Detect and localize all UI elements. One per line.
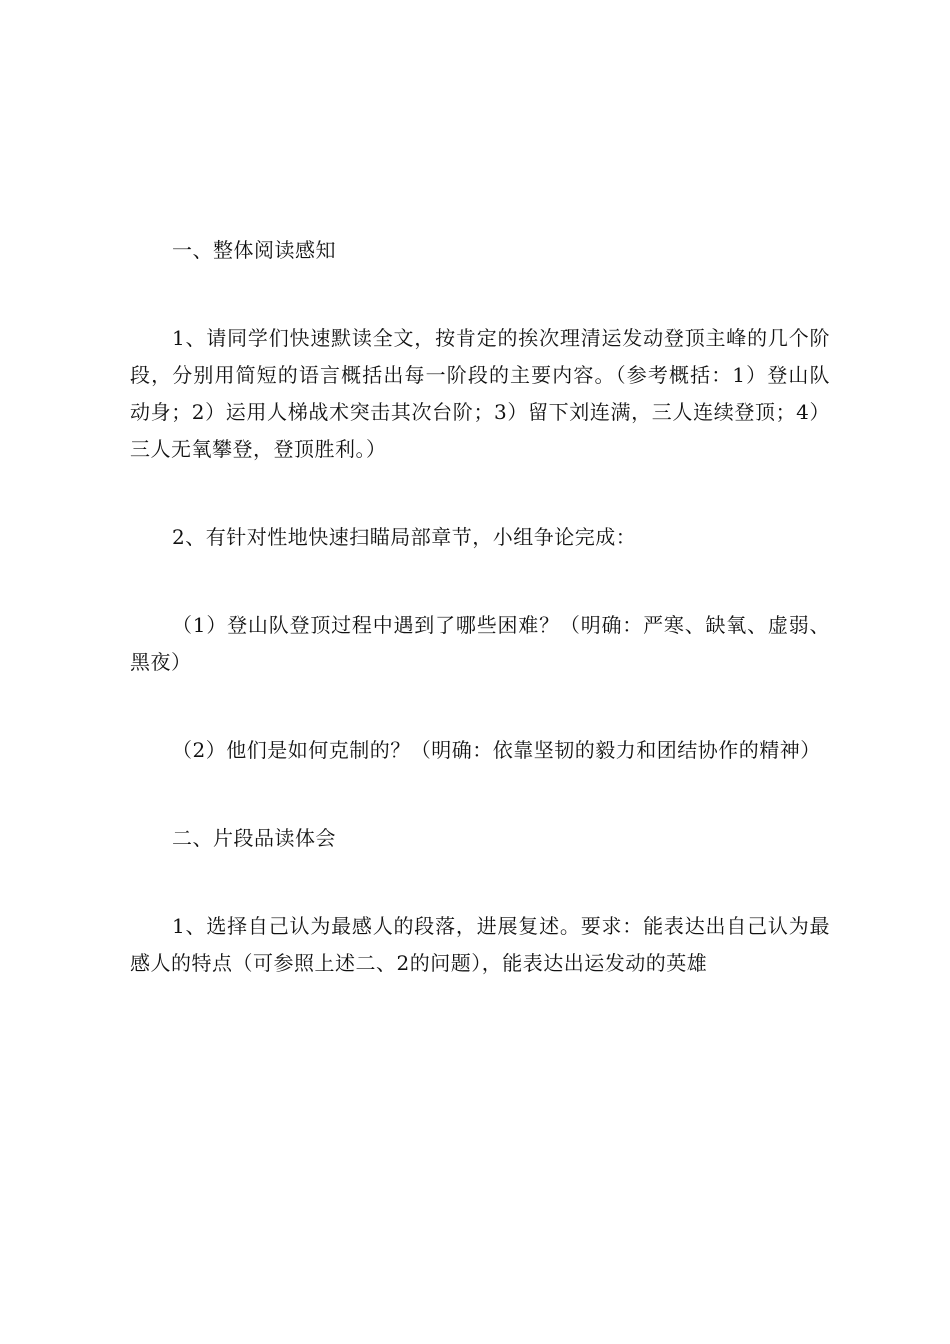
section-heading-2: 二、片段品读体会: [172, 826, 336, 850]
section-heading-1: 一、整体阅读感知: [172, 238, 336, 262]
paragraph-question-2: （2）他们是如何克制的？（明确：依靠坚韧的毅力和团结协作的精神）: [172, 738, 821, 762]
paragraph-task-1: 1、请同学们快速默读全文，按肯定的挨次理清运发动登顶主峰的几个阶段，分别用简短的语言概括出每一阶段的主要内容。（参考概括：1）登山队动身；2）运用人梯战术突击其次台阶；3）留下刘连满，三人连续登顶；4）三人无氧攀登，登顶胜利。）: [130, 326, 830, 461]
document-body: [130, 232, 830, 982]
paragraph-question-1: （1）登山队登顶过程中遇到了哪些困难？（明确：严寒、缺氧、虚弱、黑夜）: [130, 613, 830, 674]
paragraph-task-2: 2、有针对性地快速扫瞄局部章节，小组争论完成：: [172, 525, 637, 549]
paragraph-retell-task: 1、选择自己认为最感人的段落，进展复述。要求：能表达出自己认为最感人的特点（可参照上述二、2的问题），能表达出运发动的英雄: [130, 914, 830, 975]
